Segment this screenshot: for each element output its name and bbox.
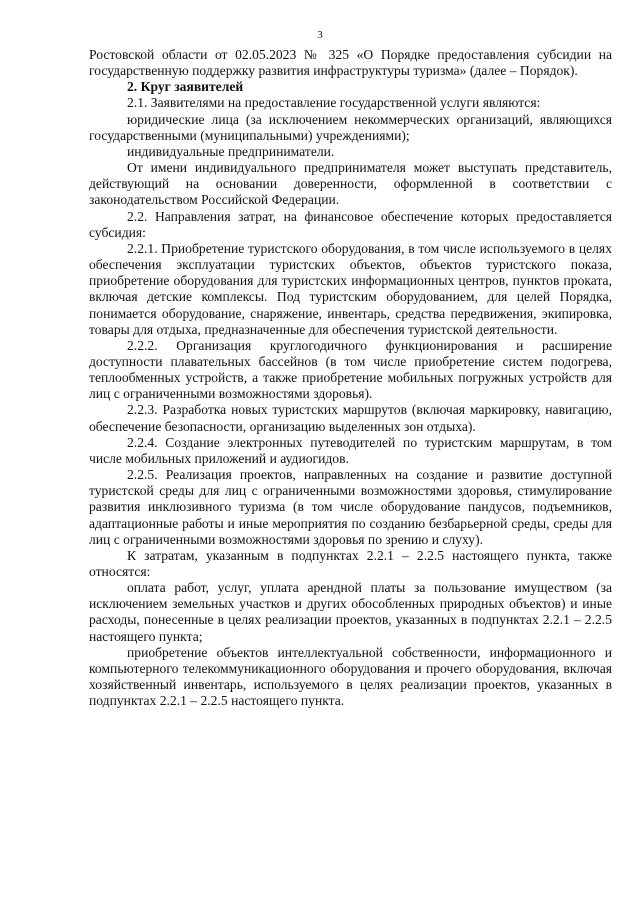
document-body (89, 47, 612, 709)
paragraph: 2.2.1. Приобретение туристского оборудования, в том числе используемого в целях обеспечения эксплуатации туристских объектов, объектов туристского показа, приобретение оборудования для туристских информационных центров, пунктов проката, включая детские комплексы. Под туристским оборудованием, для целей Порядка, понимается оборудование, снаряжение, инвентарь, средства передвижения, экипировка, товары для отдыха, предназначенные для обеспечения туристской деятельности. (89, 240, 612, 337)
paragraph: оплата работ, услуг, уплата арендной платы за пользование имуществом (за исключением земельных участков и других обособленных природных объектов) и иные расходы, понесенные в целях реализации проектов, указанных в подпунктах 2.2.1 – 2.2.5 настоящего пункта; (89, 580, 612, 644)
paragraph: К затратам, указанным в подпунктах 2.2.1 – 2.2.5 настоящего пункта, также относятся: (89, 547, 612, 579)
paragraph: 2.2.4. Создание электронных путеводителей по туристским маршрутам, в том числе мобильных приложений и аудиогидов. (89, 434, 612, 466)
paragraph: 2.2.3. Разработка новых туристских маршрутов (включая маркировку, навигацию, обеспечение безопасности, организацию выделенных зон отдыха). (89, 402, 612, 434)
section-heading: 2. Круг заявителей (127, 79, 244, 95)
paragraph: юридические лица (за исключением некоммерческих организаций, являющихся государственными (муниципальными) учреждениями); (89, 111, 612, 143)
paragraph-continuation: Ростовской области от 02.05.2023 № 325 «О Порядке предоставления субсидии на государственную поддержку развития инфраструктуры туризма» (далее – Порядок). (89, 47, 612, 79)
paragraph: 2.1. Заявителями на предоставление государственной услуги являются: (127, 95, 541, 111)
paragraph: От имени индивидуального предпринимателя может выступать представитель, действующий на основании доверенности, оформленной в соответствии с законодательством Российской Федерации. (89, 160, 612, 208)
page-number: 3 (317, 29, 323, 41)
paragraph: 2.2. Направления затрат, на финансовое обеспечение которых предоставляется субсидия: (89, 208, 612, 240)
paragraph: приобретение объектов интеллектуальной собственности, информационного и компьютерного телекоммуникационного оборудования и прочего оборудования, включая хозяйственный инвентарь, используемого в целях реализации проектов, указанных в подпунктах 2.2.1 – 2.2.5 настоящего пункта. (89, 644, 612, 709)
paragraph: индивидуальные предприниматели. (127, 143, 335, 159)
paragraph: 2.2.2. Организация круглогодичного функционирования и расширение доступности плавательных бассейнов (в том числе приобретение систем подогрева, теплообменных устройств, а также приобретение мобильных погружных устройств для лиц с ограниченными возможностями здоровья). (89, 337, 612, 402)
paragraph: 2.2.5. Реализация проектов, направленных на создание и развитие доступной туристской среды для лиц с ограниченными возможностями здоровья, стимулирование развития инклюзивного туризма (в том числе оборудование пандусов, подъемников, адаптационные работы и иные мероприятия по созданию безбарьерной среды, среды для лиц с ограниченными возможностями здоровья по зрению и слуху). (89, 467, 612, 547)
